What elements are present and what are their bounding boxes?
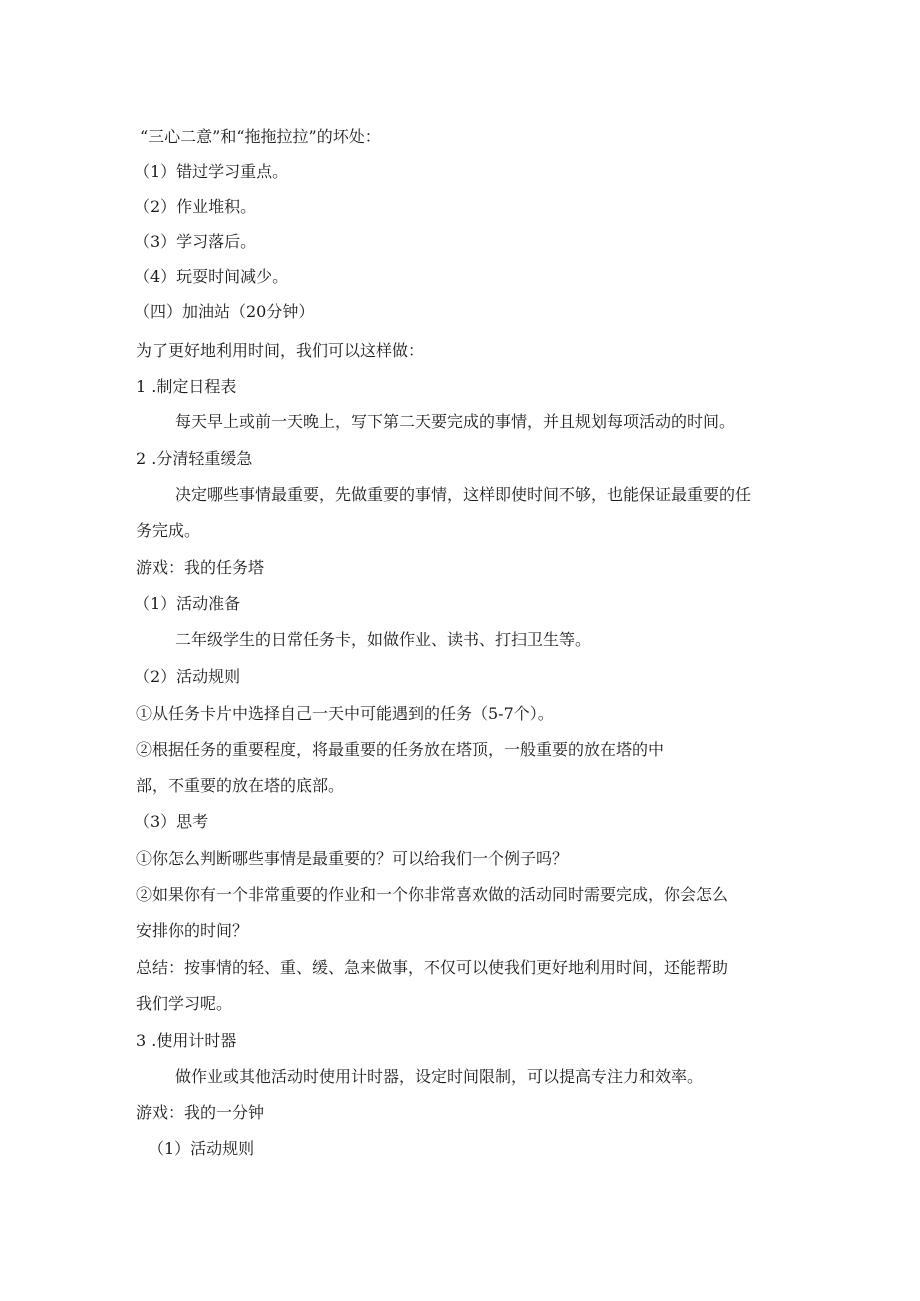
game-1-question-2-line-2: 安排你的时间？ — [136, 921, 249, 940]
game-2-rules-heading: （1）活动规则 — [148, 1139, 255, 1158]
game-1-rule-1: ①从任务卡片中选择自己一天中可能遇到的任务（5-7个）。 — [136, 704, 554, 723]
method-1-text: 每天早上或前一天晚上，写下第二天要完成的事情，并且规划每项活动的时间。 — [175, 412, 736, 431]
harm-item-3: （3）学习落后。 — [134, 232, 257, 251]
summary-line-1: 总结：按事情的轻、重、缓、急来做事，不仅可以使我们更好地利用时间，还能帮助 — [136, 958, 729, 977]
method-2-heading: 2 .分清轻重缓急 — [136, 449, 253, 468]
harm-item-4: （4）玩耍时间减少。 — [134, 267, 289, 286]
game-1-prep-heading: （1）活动准备 — [134, 594, 241, 613]
method-1-heading: 1 .制定日程表 — [136, 377, 237, 396]
game-1-rules-heading: （2）活动规则 — [134, 667, 241, 686]
harm-item-2: （2）作业堆积。 — [134, 197, 257, 216]
intro-paragraph: 为了更好地利用时间，我们可以这样做： — [136, 341, 425, 360]
harm-heading: “三心二意”和“拖拖拉拉”的坏处： — [140, 127, 381, 146]
method-3-heading: 3 .使用计时器 — [136, 1031, 237, 1050]
method-2-text-line-2: 务完成。 — [136, 521, 201, 540]
game-2-title: 游戏：我的一分钟 — [136, 1103, 265, 1122]
game-1-rule-2-line-1: ②根据任务的重要程度，将最重要的任务放在塔顶，一般重要的放在塔的中 — [136, 740, 665, 759]
game-1-question-2-line-1: ②如果你有一个非常重要的作业和一个你非常喜欢做的活动同时需要完成，你会怎么 — [136, 885, 729, 904]
game-1-prep-text: 二年级学生的日常任务卡，如做作业、读书、打扫卫生等。 — [175, 630, 592, 649]
game-1-think-heading: （3）思考 — [134, 812, 209, 831]
game-1-question-1: ①你怎么判断哪些事情是最重要的？可以给我们一个例子吗？ — [136, 849, 569, 868]
method-3-text: 做作业或其他活动时使用计时器，设定时间限制，可以提高专注力和效率。 — [175, 1067, 704, 1086]
game-1-title: 游戏：我的任务塔 — [136, 558, 265, 577]
game-1-rule-2-line-2: 部，不重要的放在塔的底部。 — [136, 776, 345, 795]
section-heading-refuel: （四）加油站（20分钟） — [134, 302, 315, 321]
summary-line-2: 我们学习呢。 — [136, 994, 233, 1013]
harm-item-1: （1）错过学习重点。 — [134, 162, 289, 181]
method-2-text-line-1: 决定哪些事情最重要，先做重要的事情，这样即使时间不够，也能保证最重要的任 — [175, 485, 752, 504]
